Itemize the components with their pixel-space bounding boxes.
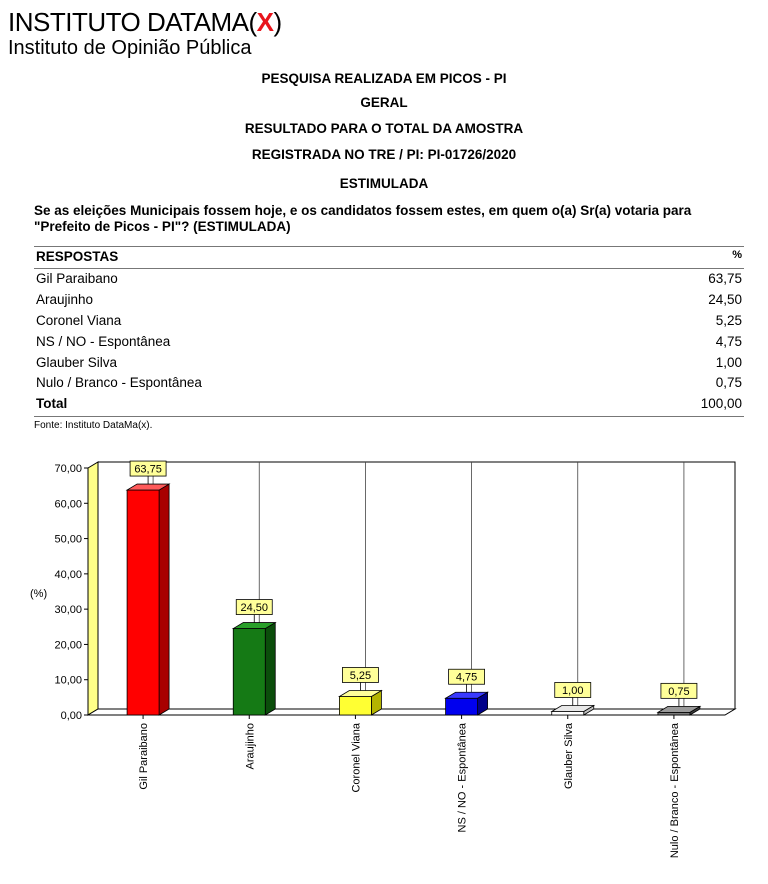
brand-suffix: ): [273, 7, 282, 37]
x-tick-label: Coronel Viana: [350, 723, 363, 793]
y-tick-label: 50,00: [54, 533, 82, 546]
table-row: [34, 334, 744, 354]
col-label-header: RESPOSTAS: [36, 249, 119, 264]
table-header: [34, 249, 744, 269]
y-tick-label: 0,00: [60, 710, 82, 722]
table-top-rule: [34, 246, 744, 247]
question-text: Se as eleições Municipais fossem hoje, e os candidatos fossem estes, em quem o(a) Sr(a) votaria para "Prefeito de Picos - PI"? (ESTIMULADA): [34, 203, 692, 234]
x-tick-label: Glauber Silva: [562, 723, 575, 790]
table-row: [34, 375, 744, 395]
bar-chart: [0, 455, 768, 884]
source-note: Fonte: Instituto DataMa(x).: [34, 420, 153, 431]
data-label: 5,25: [349, 669, 372, 682]
brand-subtitle: Instituto de Opinião Pública: [8, 37, 252, 59]
y-axis-label: (%): [30, 588, 48, 600]
report-scope: GERAL: [360, 95, 408, 110]
brand-name: [8, 8, 282, 36]
report-result-type: RESULTADO PARA O TOTAL DA AMOSTRA: [244, 121, 524, 136]
data-label: 63,75: [134, 463, 162, 476]
table-total-row: [34, 396, 744, 416]
bar-side: [159, 484, 169, 715]
table-bottom-rule: [34, 416, 744, 417]
bar: [339, 696, 371, 715]
x-tick-label: Gil Paraibano: [138, 723, 151, 790]
bar: [552, 711, 584, 715]
x-tick-label: NS / NO - Espontânea: [456, 723, 469, 833]
report-registration: REGISTRADA NO TRE / PI: PI-01726/2020: [251, 147, 517, 162]
bar-side: [265, 623, 275, 715]
report-mode: ESTIMULADA: [339, 176, 429, 191]
report-location: PESQUISA REALIZADA EM PICOS - PI: [261, 71, 507, 86]
col-value-header: %: [732, 249, 742, 261]
y-tick-label: 10,00: [54, 674, 82, 687]
row-value: 24,50: [708, 292, 742, 307]
table-row: [34, 355, 744, 375]
y-tick-label: 60,00: [54, 498, 82, 511]
total-label: Total: [36, 396, 68, 411]
brand-x: X: [256, 7, 274, 37]
table-header-rule: [34, 268, 744, 269]
row-value: 63,75: [708, 271, 742, 286]
x-tick-label: Araujinho: [244, 723, 257, 770]
row-label: Coronel Viana: [36, 313, 122, 328]
table-row: [34, 313, 744, 333]
table-row: [34, 292, 744, 312]
data-label: 4,75: [455, 671, 478, 684]
data-label: 1,00: [562, 684, 584, 697]
row-label: Araujinho: [36, 292, 94, 307]
row-label: Gil Paraibano: [36, 271, 118, 286]
row-value: 4,75: [715, 334, 742, 349]
data-label: 24,50: [240, 602, 269, 615]
y-tick-label: 30,00: [54, 604, 82, 617]
data-label: 0,75: [668, 685, 690, 698]
y-tick-label: 20,00: [54, 639, 82, 652]
row-label: Glauber Silva: [36, 355, 118, 370]
brand-prefix: INSTITUTO DATAMA(: [8, 7, 257, 37]
brand-logo: [8, 8, 282, 59]
total-value: 100,00: [700, 396, 742, 411]
y-tick-label: 70,00: [54, 463, 82, 475]
table-row: [34, 271, 744, 291]
row-value: 5,25: [715, 313, 742, 328]
bar: [127, 490, 159, 715]
row-value: 1,00: [715, 355, 742, 370]
y-tick-label: 40,00: [54, 568, 82, 581]
chart-side-wall: [88, 462, 98, 715]
x-tick-label: Nulo / Branco - Espontânea: [668, 723, 681, 859]
chart-back-wall: [98, 462, 735, 709]
chart-floor: [88, 709, 735, 715]
row-label: Nulo / Branco - Espontânea: [36, 375, 202, 390]
bar: [446, 698, 478, 715]
row-value: 0,75: [715, 375, 742, 390]
bar: [233, 629, 265, 715]
row-label: NS / NO - Espontânea: [36, 334, 171, 349]
